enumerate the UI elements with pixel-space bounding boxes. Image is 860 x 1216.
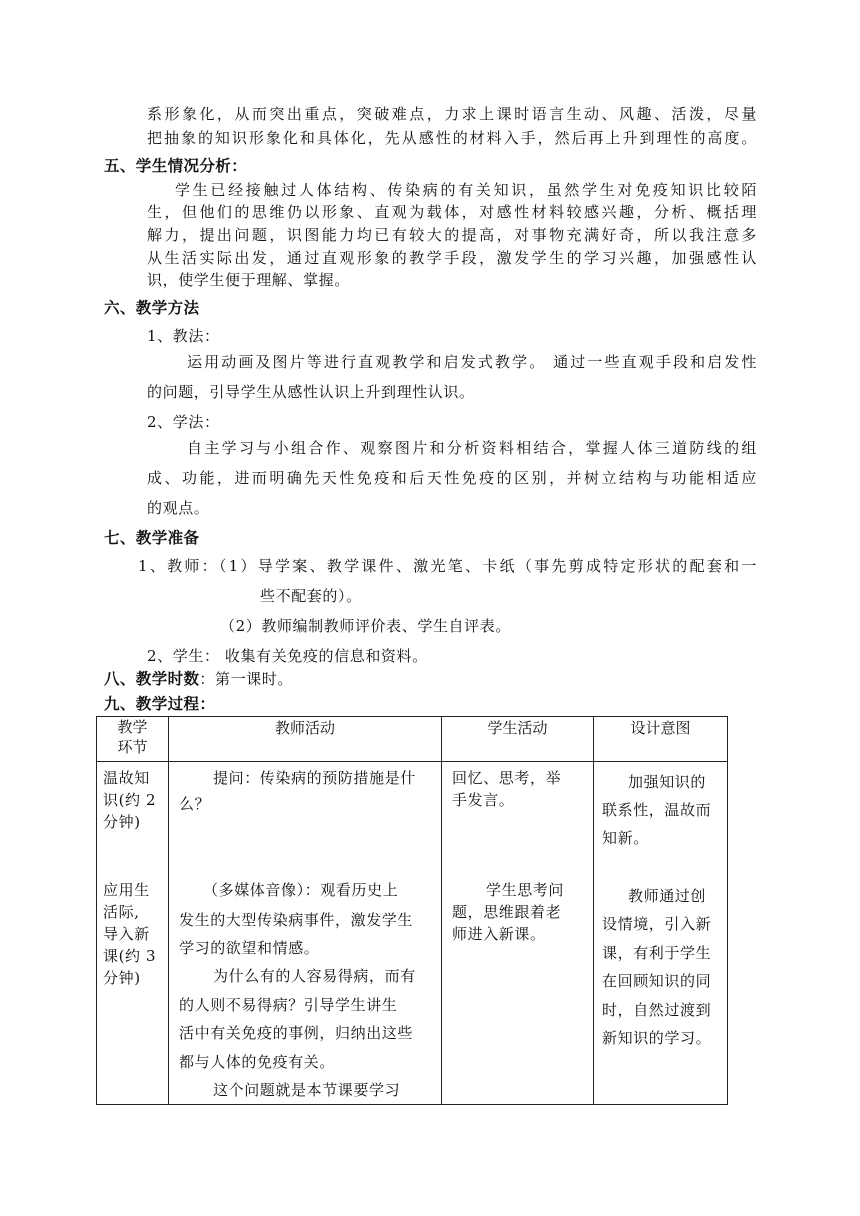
paragraph-line: 学生已经接触过人体结构、传染病的有关知识，虽然学生对免疫知识比较陌 [175, 181, 757, 199]
design-line: 知新。 [602, 829, 649, 847]
design-line: 时，自然过渡到 [602, 1001, 712, 1019]
teacher-line: 发生的大型传染病事件，激发学生 [179, 911, 414, 929]
paragraph-line: 成、功能，进而明确先天性免疫和后天性免疫的区别，并树立结构与功能相适应 [147, 469, 757, 487]
teacher-activity-cell [169, 762, 442, 1105]
paragraph-line: 的观点。 [147, 499, 210, 517]
header-student-activity: 学生活动 [442, 717, 594, 762]
teacher-line: 这个问题就是本节课要学习 [213, 1081, 401, 1099]
design-line: 在回顾知识的同 [602, 972, 712, 990]
student-activity-cell [442, 762, 594, 1105]
paragraph-line: 运用动画及图片等进行直观教学和启发式教学。 通过一些直观手段和启发性 [187, 353, 757, 371]
paragraph-line: 生，但他们的思维仍以形象、直观为载体，对感性材料较感兴趣，分析、概括理 [147, 203, 757, 221]
header-stage-line: 教学 [117, 718, 148, 736]
teacher-line: 学习的欲望和情感。 [179, 939, 320, 957]
header-design-intent: 设计意图 [594, 717, 728, 762]
subheading: 1、教法： [147, 327, 220, 345]
student-line: 手发言。 [452, 791, 515, 809]
table-header-row [97, 717, 728, 762]
stage-line: 课(约 3 [103, 947, 157, 965]
header-teacher-activity: 教师活动 [169, 717, 442, 762]
stage-line: 应用生 [103, 881, 150, 899]
section-heading: 七、教学准备 [104, 529, 200, 547]
design-intent-cell [594, 762, 728, 1105]
teacher-line: 都与人体的免疫有关。 [179, 1053, 336, 1071]
subheading: 2、学法： [147, 413, 220, 431]
paragraph-line: 的问题，引导学生从感性认识上升到理性认识。 [147, 383, 475, 401]
section-8 [104, 669, 293, 689]
stage-line: 分钟) [103, 969, 141, 987]
teacher-line: 活中有关免疫的事例，归纳出这些 [179, 1024, 414, 1042]
header-stage [97, 717, 169, 762]
stage-cell [97, 762, 169, 1105]
paragraph-line: 解力，提出问题，识图能力均已有较大的提高，对事物充满好奇，所以我注意多 [147, 226, 757, 244]
student-line: 师进入新课。 [452, 925, 546, 943]
paragraph-line: 从生活实际出发，通过直观形象的教学手段，激发学生的学习兴趣，加强感性认 [147, 249, 757, 267]
section-heading: 八、教学时数 [104, 670, 200, 688]
design-line: 联系性，温故而 [602, 801, 712, 819]
table-row [97, 762, 728, 1105]
teaching-process-table [96, 716, 728, 1105]
student-line: 题，思维跟着老 [452, 903, 562, 921]
teacher-line: （多媒体音像）：观看历史上 [203, 881, 399, 899]
stage-line: 识(约 2 [103, 791, 157, 809]
design-line: 课，有利于学生 [602, 944, 712, 962]
section-heading: 六、教学方法 [104, 299, 200, 317]
section-heading: 九、教学过程： [104, 695, 216, 713]
paragraph-line: （2）教师编制教师评价表、学生自评表。 [220, 617, 511, 635]
intro-line: 系形象化，从而突出重点，突破难点，力求上课时语言生动、风趣、活泼，尽量 [147, 105, 757, 123]
stage-line: 分钟) [103, 813, 141, 831]
student-line: 回忆、思考，举 [452, 769, 562, 787]
teacher-line: 为什么有的人容易得病，而有 [213, 967, 416, 985]
paragraph-line: 识，使学生便于理解、掌握。 [147, 271, 350, 289]
design-line: 设情境，引入新 [602, 915, 712, 933]
stage-line: 温故知 [103, 769, 150, 787]
teacher-line: 么？ [179, 795, 211, 813]
stage-line: 导入新 [103, 925, 150, 943]
student-line: 学生思考问 [486, 881, 565, 899]
paragraph-line: 1、教师：（1）导学案、教学课件、激光笔、卡纸（事先剪成特定形状的配套和一 [138, 557, 757, 575]
paragraph-line: 些不配套的）。 [260, 587, 362, 605]
intro-line: 把抽象的知识形象化和具体化，先从感性的材料入手，然后再上升到理性的高度。 [147, 129, 757, 147]
paragraph-line: 2、学生： 收集有关免疫的信息和资料。 [147, 647, 428, 665]
section-value: ：第一课时。 [199, 670, 294, 688]
paragraph-line: 自主学习与小组合作、观察图片和分析资料相结合，掌握人体三道防线的组 [187, 439, 757, 457]
section-heading: 五、学生情况分析： [104, 157, 248, 175]
design-line: 新知识的学习。 [602, 1029, 712, 1047]
teacher-line: 提问：传染病的预防措施是什 [213, 769, 416, 787]
stage-line: 活际, [103, 903, 140, 921]
header-stage-line: 环节 [117, 738, 148, 756]
design-line: 教师通过创 [628, 887, 707, 905]
design-line: 加强知识的 [628, 773, 707, 791]
teacher-line: 的人则不易得病？引导学生讲生 [179, 996, 398, 1014]
